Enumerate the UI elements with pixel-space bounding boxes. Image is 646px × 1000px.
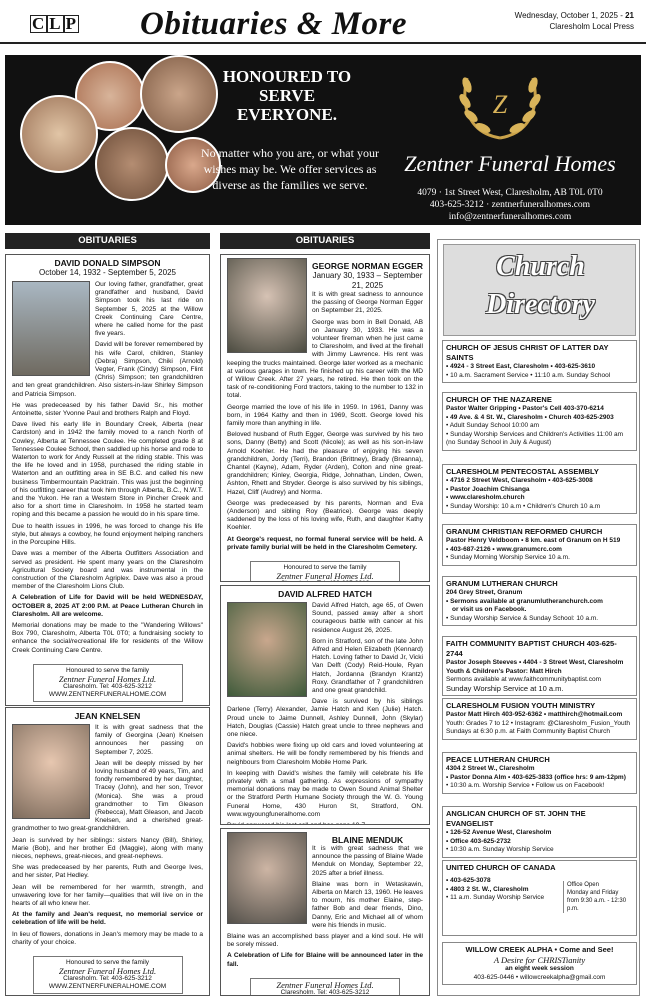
page-title: Obituaries & More [140,6,408,42]
svg-text:Z: Z [492,90,508,119]
church-listing: CLARESHOLM FUSION YOUTH MINISTRY Pastor Matt Hirch 403-952-6362 • matthirch@hotmail.com Youth: Grades 7 to 12 • Instagram: @Claresholm_Fusion_Youth Sundays at 6:30 p.m. at Faith Community Baptist Church [442,698,637,740]
masthead [0,0,646,44]
funeral-home-ad[interactable] [5,55,641,225]
church-directory-logo: Church Directory [443,244,636,336]
ad-headline: HONOURED TO SERVE EVERYONE. [222,67,352,124]
church-listing: GRANUM LUTHERAN CHURCH 204 Grey Street, Granum • Sermons available at granumlutheranchurch.com or visit us on Facebook. • Sunday Worship Service & Sunday School: 10 a.m. [442,576,637,626]
page-number: 21 [625,11,634,20]
church-listing: CHURCH OF JESUS CHRIST OF LATTER DAY SAINTS • 4924 - 3 Street East, Claresholm • 403-625-3610 • 10 a.m. Sacrament Service • 11:10 a.m. Sunday School [442,340,637,383]
obituary-photo [12,724,90,819]
family-photos [15,55,225,225]
church-listing: ANGLICAN CHURCH OF ST. JOHN THE EVANGELIST • 126-52 Avenue West, Claresholm • Office 403-625-2732 • 10:30 a.m. Sunday Worship Service [442,806,637,858]
funeral-home-contact: 4079 · 1st Street West, Claresholm, AB T0L 0T0 403-625-3212 · zentnerfuneralhomes.com info@zentnerfuneralhomes.com [417,188,603,222]
laurel-logo-icon [445,63,555,143]
church-listing: WILLOW CREEK ALPHA • Come and See! A Desire for CHRISTianity an eight week session 403-625-0446 • willowcreekalpha@gmail.com [442,942,637,985]
funeral-home-card: Honoured to serve the family Zentner Funeral Homes Ltd. [250,561,400,582]
obituary-jean-knelsen: JEAN KNELSEN It is with great sadness that the family of Georgina (Jean) Knelsen announces her passing on September 7, 2025. Jean will be deeply missed by her loving husband of 49 years, Tim, and fondly remembered by her daughter, Tracey (John), and her son, Trevor (Monica). She was a proud grandmother to Tim Gleason (Rebecca), Matt Gleason, and Jacob Knelsen, and a cherished great-grandmother to two great-grandchildren. Jean is survived by her siblings: sisters Nancy (Bill), Shirley, Marie (Bob), and her brother Ed (Maggie), along with many nieces, nephews, great-nieces, and great-nephews. She was predeceased by her parents, Ruth and George Ives, and her sister, Pat Hedley. Jean will be remembered for her warmth, strength, and unwavering love for her family—qualities that will live on in the hearts of all who knew her. At the family and Jean's request, no memorial service or celebration of life will be held. In lieu of flowers, donations in Jean's memory may be made to a charity of your choice. Honoured to serve the family Zentner Funeral Homes Ltd. Claresholm. Tel: 403-625-3212 WWW.ZENTNERFUNERALHOME.COM [5,707,210,996]
obituary-david-hatch: DAVID ALFRED HATCH David Alfred Hatch, age 65, of Owen Sound, passed away after a short courageous battle with cancer at his residence August 26, 2025. Born in Stratford, son of the late John Alfred and Helen Elizabeth (Kennard) Hatch. Loving father to David Jr, Vicki Van Delft (Cody) Reid-Houle, Ryan Hatch, Jordanna (Brandyn Krantz) Roxy. Grandfather of 7 grandchildren and one great grandchild. Dave is survived by his siblings Darlene (Terry) Alexander, Jamie Hatch and Ken (Julie) Hatch. Proud uncle to Jaime Dunnell, Ashley Dunnell, John (Skylar) Hatch, Douglas (Cassie) Hatch great uncle to three nephews and one niece. David's hobbies were fixing up old cars and loved volunteering at animal shelters. He will be fondly remembered by his friends and neighbours from Claresholm Mobile Home Park. In keeping with David's wishes the family will celebrate his life privately with a small gathering. As expressions of sympathy memorial donations may be made to Owen Sound Animal Shelter or the Stratford Perth Humane Society through the W. G. Young Funeral Home, 430 Huron St, Stratford, ON. www.wgyoungfuneralhome.com [220,585,430,825]
obituary-blaine-menduk: BLAINE MENDUK It is with great sadness that we announce the passing of Blaine Wade Menduk on Monday, September 22, 2025 after a brief illness. Blaine was born in Wetaskawin, Alberta on March 13, 1960. He leaves to mourn, his mother Elaine, step-father Bob and dear friends, Dino, Danny, Eric and Michael all of whom were his friends in music. Blaine was an accomplished bass player and a kind soul. He will be sorely missed. A Celebration of Life for Blaine will be announced later in the fall. Zentner Funeral Homes Ltd. Claresholm. Tel: 403-625-3212 [220,828,430,996]
church-listing: GRANUM CHRISTIAN REFORMED CHURCH Pastor Henry Veldboom • 8 km. east of Granum on H 519 • 403-687-2126 • www.granumcrc.com • Sunday Morning Worship Service 10 a.m. [442,524,637,566]
obituary-george-egger: GEORGE NORMAN EGGER January 30, 1933 – September 21, 2025 It is with great sadness to announce the passing of George Norman Egger on September 21, 2025. George was born in Bell Donald, AB on January 30, 1933. He was a volunteer fireman when he just came to Claresholm, and lived at the firehall with Jimmy Lawrence. His rent was keeping the trucks maintained. George later worked as a mechanic at various garages in town. He finished up his career with the MD of Willow Creek. After 27 years, he retired. He then took on the task of re-conditioning Ford tractors, taking to the number to 132 in total. George married the love of his life in 1959. In 1961, Danny was born, in 1964 Kathy and then in 1969, Scott. George loved his family more than anything in life. Beloved husband of Ruth Egger, George was survived by his two sons, Danny (Betty) and Scott (Nicole); as well as his son-in-law Arnold Koehler. He had the pleasure of enjoying his seven grandchildren, Jordy (Terri), Brandon (Brittney), Brady (Breanna), Chantel (Kayne), Adam, Ryder (Arden), Colton and nine great-grandchildren; Kinley, Georgia, Ridge, Johnathan, Linden, Owen, Ashton, Rhett and Stryder. George is also survived by his siblings, Hazel, Cliff (Audrey) and Norma. George was predeceased by his parents, Norman and Eva (Anderson) and sibling Roy (Beatrice). George was deeply saddened by the loss of his loving wife, Ruth, and daughter Kathy Koehler. At George's request, no formal funeral service will be held. A private family burial will be held in the Claresholm Cemetery. Honoured to serve the family Zentner Funeral Homes Ltd. [220,254,430,582]
funeral-home-name: Zentner Funeral Homes [404,151,616,176]
church-listing: CLARESHOLM PENTECOSTAL ASSEMBLY • 4716 2 Street West, Claresholm • 403-625-3008 • Pastor Joachim Chisanga • www.claresholm.church • Sunday Worship: 10 a.m • Children's Church 10 a.m [442,464,637,514]
ad-body: No matter who you are, or what your wishes may be. We offer services as diverse as the families we serve. [201,146,379,192]
obituary-photo [227,258,307,353]
obituary-photo [12,281,90,376]
church-listing: CHURCH OF THE NAZARENE Pastor Walter Gripping • Pastor's Cell 403-370-6214 • 49 Ave. & 4 St. W., Claresholm • Church 403-625-2903 • Adult Sunday School 10:00 am • Sunday Worship Services and Children's Activities 11:00 am (no Sunday School in July & August) [442,392,637,451]
office-hours: Office Open Monday and Friday from 9:30 a.m. - 12:30 p.m. [563,881,635,913]
paper-logo: C L P [32,14,78,33]
funeral-home-card: Zentner Funeral Homes Ltd. Claresholm. Tel: 403-625-3212 [250,978,400,996]
dateline: Wednesday, October 1, 2025 - 21 Claresholm Local Press [514,11,634,31]
obituary-photo [227,602,307,697]
obituary-photo [227,832,307,924]
section-header-obituaries: OBITUARIES [5,233,210,249]
funeral-home-card: Honoured to serve the family Zentner Funeral Homes Ltd. Claresholm. Tel: 403-625-3212 WWW.ZENTNERFUNERALHOME.COM [33,664,183,702]
church-directory [437,239,640,996]
church-listing: PEACE LUTHERAN CHURCH 4304 2 Street W., Claresholm • Pastor Donna Alm • 403-625-3833 (office hrs: 9 am-12pm) • 10:30 a.m. Worship Service • Follow us on Facebook! [442,752,637,794]
church-listing: UNITED CHURCH OF CANADA • 403-625-3078 • 4803 2 St. W., Claresholm • 11 a.m. Sunday Worship Service Office Open Monday and Friday from 9:30 a.m. - 12:30 p.m. [442,860,637,936]
church-listing: FAITH COMMUNITY BAPTIST CHURCH 403-625-2744 Pastor Joseph Steeves • 4404 - 3 Street West, Claresholm Youth & Children's Pastor: Matt Hirch Sermons available at www.faithcommunitybaptist.com Sunday Worship Service at 10 a.m. [442,636,637,696]
funeral-home-card: Honoured to serve the family Zentner Funeral Homes Ltd. Claresholm. Tel: 403-625-3212 WWW.ZENTNERFUNERALHOME.COM [33,956,183,994]
obituary-david-simpson: DAVID DONALD SIMPSON October 14, 1932 - September 5, 2025 Our loving father, grandfather, great grandfather and husband, David Simpson took his last ride on September 5, 2025 at the Willow Creek Continuing Care Centre, where he called home for the past five years. David will be forever remembered by his wife Carol, children, Stanley (Debra) Simpson, Chiki (Arnold) Vegter, Frank (Cindy) Simpson, Flint (Chris) Simpson; ten grandchildren and ten great grandchildren. Also sisters-in-law Shirley Simpson and Patricia Simpson. He was predeceased by his father David Sr., his mother Antoinette, sister Yvonne Paul and brothers Ralph and Floyd. Dave lived his early life in Boundary Creek, Alberta (near Cardston) and in 1942 the family moved to a ranch North of Cowley, Alberta at Tennessee Coulee. He completed grade 8 at Tennessee Coulee School, then saddled up his horse and rode to Waterton to work for Andy Russell at the riding stable. This was the life he loved and in 1958, purchased the riding stable in Waterton and an outfitting area in SE B.C. and called his new business Timbermountain Packtrain. This was just the beginning of his outfitting career that took him through Alberta, B.C., N.W.T. and the Yukon. He ran a Western Store in Pincher Creek and also for a short time in Claresholm. In 1958 he started team roping and this became a passion he would do in his spare time. Due to health issues in 1996, he was forced to change his life style, but always a cowboy, he found enjoyment helping ranchers in the Porcupine Hills. Dave was a member of the Alberta Outfitters Association and served as president. He spent many years on the Claresholm Agricultural Society board and was instrumental in the construction of the Claresholm Agriplex. Dave was also a proud member of the Claresholm Lions Club. A Celebration of Life for David will be held WEDNESDAY, OCTOBER 8, 2025 AT 2:00 P.M. at Peace Lutheran Church in Claresholm. All are welcome. Memorial donations may be made to the "Wandering Willows" Box 790, Claresholm, Alberta T0L 0T0; a fundraising society to enhance the social/recreational life for residents of the Willow Creek Continuing Care Centre. Honoured to serve the family Zentner Funeral Homes Ltd. Claresholm. Tel: 403-625-3212 WWW.ZENTNERFUNERALHOME.COM [5,254,210,706]
section-header-obituaries: OBITUARIES [220,233,430,249]
